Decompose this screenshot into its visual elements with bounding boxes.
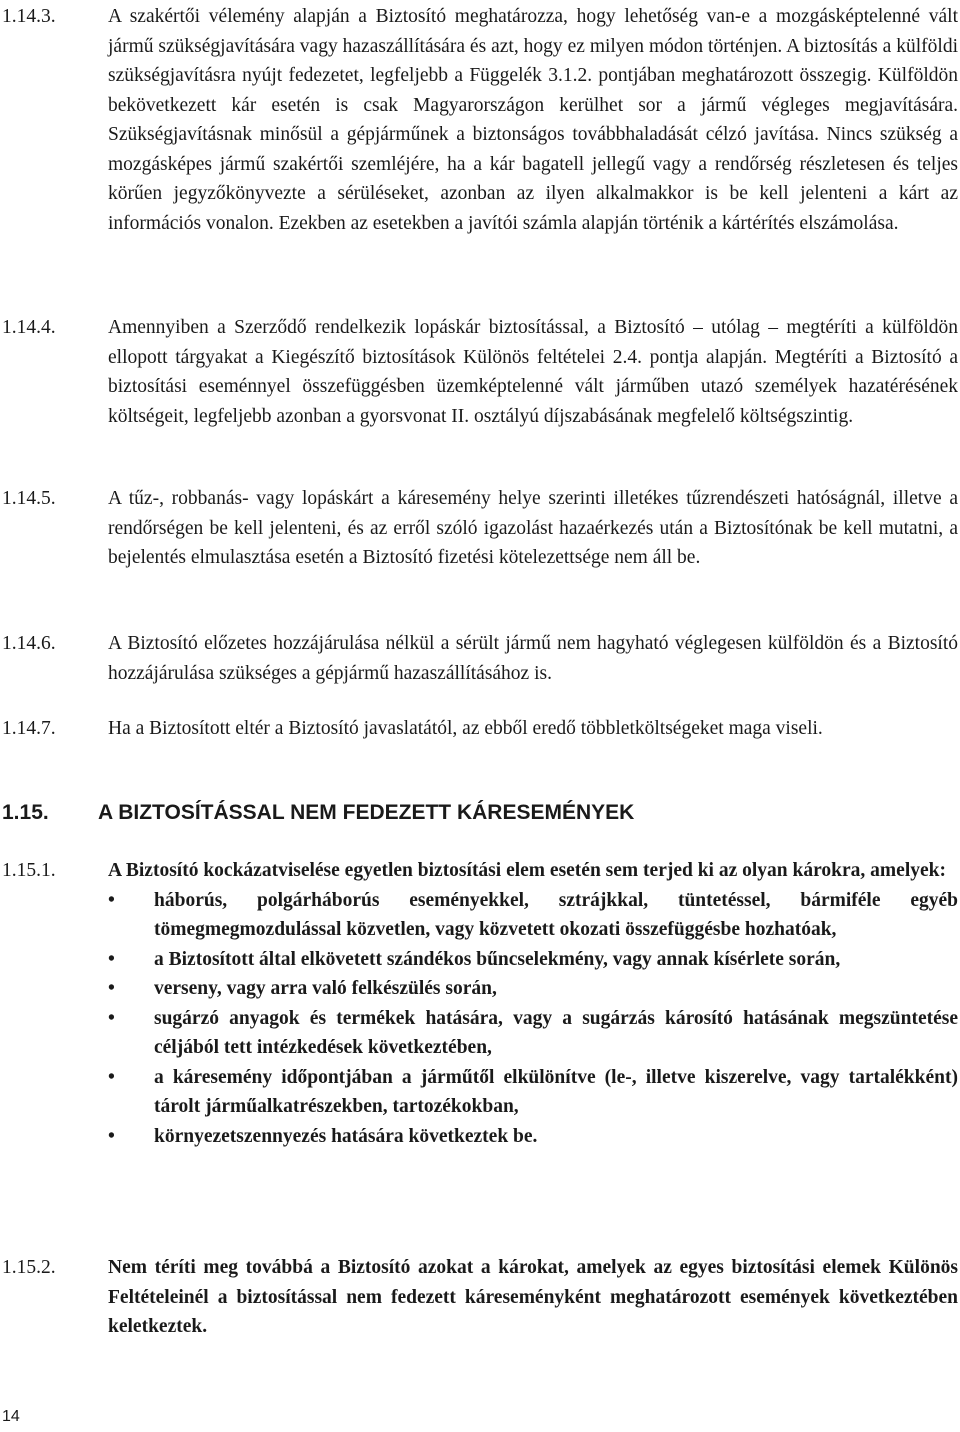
list-item: • sugárzó anyagok és termékek hatására, vagy a sugárzás károsító hatásának megszüntetése céljából tett intézkedések következtében, <box>108 1004 958 1063</box>
bullet-icon: • <box>108 978 115 999</box>
clause-1-14-7 <box>0 714 960 744</box>
clause-number: 1.14.3. <box>2 6 56 27</box>
clause-1-14-6 <box>0 629 960 688</box>
clause-1-14-5 <box>0 484 960 573</box>
list-item: • környezetszennyezés hatására következtek be. <box>108 1122 958 1152</box>
page-number: 14 <box>2 1408 20 1425</box>
clause-number: 1.14.6. <box>2 633 56 654</box>
clause-number: 1.14.4. <box>2 317 56 338</box>
list-item: • a Biztosított által elkövetett szándékos bűncselekmény, vagy annak kísérlete során, <box>108 945 958 975</box>
clause-text: Amennyiben a Szerződő rendelkezik lopáskár biztosítással, a Biztosító – utólag – megtéríti a külföldön ellopott tárgyakat a Kiegészítő biztosítások Különös feltételei 2.4. pontja alapján. Megtéríti a Biztosító a biztosítási eseménnyel összefüggésben üzemképtelenné vált járműben utazó személyek hazatérésének költségeit, legfeljebb azonban a gyorsvonat II. osztályú díjszabásának megfelelő költségszintig. <box>108 317 958 427</box>
list-item: • verseny, vagy arra való felkészülés során, <box>108 974 958 1004</box>
clause-number: 1.15.1. <box>2 860 56 881</box>
clause-number: 1.14.5. <box>2 488 56 509</box>
clause-text: A tűz-, robbanás- vagy lopáskárt a káresemény helye szerinti illetékes tűzrendészeti hatóságnál, illetve a rendőrségen be kell jelenteni, és az erről szóló igazolást hazaérkezés után a Biztosítónak be kell mutatni, a bejelentés elmulasztása esetén a Biztosító fizetési kötelezettsége nem áll be. <box>108 488 958 568</box>
clause-text: Nem téríti meg továbbá a Biztosító azokat a károkat, amelyek az egyes biztosítási elemek Különös Feltételeinél a biztosítással nem fedezett káreseményként meghatározott események következtében keletkeztek. <box>108 1257 958 1337</box>
clause-text: Ha a Biztosított eltér a Biztosító javaslatától, az ebből eredő többletköltségeket maga viseli. <box>108 718 823 739</box>
clause-text: A Biztosító előzetes hozzájárulása nélkül a sérült jármű nem hagyható véglegesen külföldön és a Biztosító hozzájárulása szükséges a gépjármű hazaszállításához is. <box>108 633 958 684</box>
bullet-icon: • <box>108 1007 115 1029</box>
list-item: • háborús, polgárháborús eseményekkel, sztrájkkal, tüntetéssel, bármiféle egyéb tömegmegmozdulással közvetlen, vagy közvetett okozati összefüggésbe hozhatóak, <box>108 886 958 945</box>
clause-1-14-3 <box>0 2 960 238</box>
bullet-icon: • <box>108 1066 115 1088</box>
bullet-icon: • <box>108 889 115 911</box>
clause-number: 1.15.2. <box>2 1257 56 1278</box>
clause-1-15-1 <box>0 856 960 1151</box>
bullet-icon: • <box>108 948 115 970</box>
clause-1-14-4 <box>0 313 960 431</box>
exclusion-list <box>108 886 958 1152</box>
list-item: • a káresemény időpontjában a járműtől elkülönítve (le-, illetve kiszerelve, vagy tartalékként) tárolt járműalkatrészekben, tartozékokban, <box>108 1063 958 1122</box>
clause-number: 1.14.7. <box>2 718 56 739</box>
clause-text <box>108 856 958 1151</box>
section-title: A BIZTOSÍTÁSSAL NEM FEDEZETT KÁRESEMÉNYEK <box>98 801 635 824</box>
clause-text: A szakértői vélemény alapján a Biztosító meghatározza, hogy lehetőség van-e a mozgásképtelenné vált jármű szükségjavítására vagy hazaszállítására és azt, hogy ez milyen módon történjen. A biztosítás a külföldi szükségjavításra nyújt fedezetet, legfeljebb a Függelék 3.1.2. pontjában meghatározott összegig. Külföldön bekövetkezett kár esetén is csak Magyarországon kerülhet sor a jármű végleges megjavítására. Szükségjavításnak minősül a gépjárműnek a biztonságos továbbhaladását célzó javítása. Nincs szükség a mozgásképes jármű szakértői szemléjére, ha a kár bagatell jellegű vagy a rendőrség részletesen és teljes körűen jegyzőkönyvezte a sérüléseket, azonban az ilyen alkalmakkor is be kell jelenteni a kárt az információs vonalon. Ezekben az esetekben a javítói számla alapján történik a kártérítés elszámolása. <box>108 6 958 234</box>
clause-1-15-2 <box>0 1253 960 1342</box>
section-number: 1.15. <box>2 801 49 824</box>
clause-intro: A Biztosító kockázatviselése egyetlen biztosítási elem esetén sem terjed ki az olyan károkra, amelyek: <box>108 860 946 881</box>
bullet-icon: • <box>108 1125 115 1147</box>
